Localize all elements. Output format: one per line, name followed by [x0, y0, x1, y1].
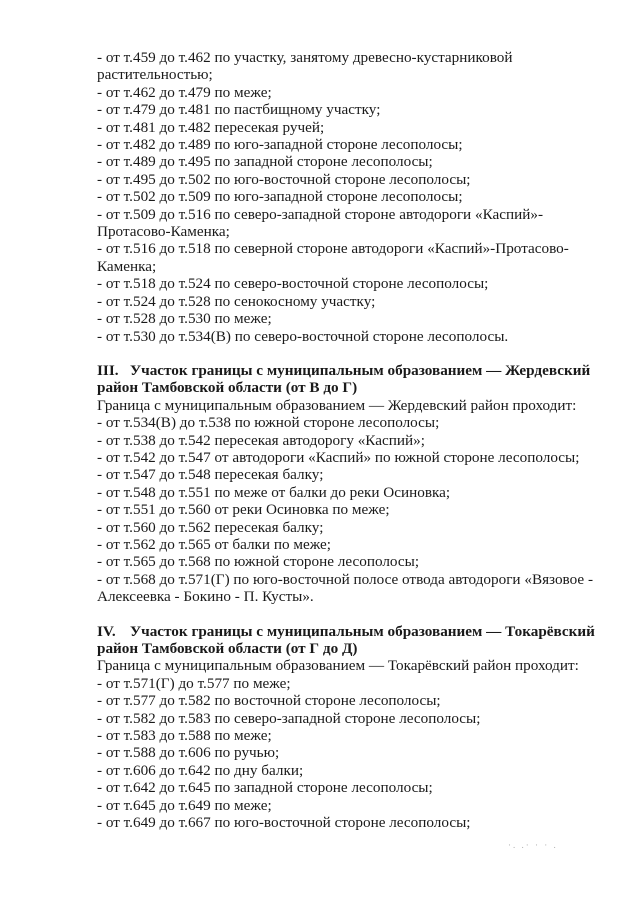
boundary-line: - от т.583 до т.588 по меже; — [97, 727, 272, 745]
boundary-line: - от т.542 до т.547 от автодороги «Каспий» по южной стороне лесополосы; — [97, 448, 580, 466]
boundary-line: - от т.518 до т.524 по северо-восточной стороне лесополосы; — [97, 275, 489, 293]
boundary-line: - от т.481 до т.482 пересекая ручей; — [97, 118, 325, 136]
boundary-line: - от т.548 до т.551 по меже от балки до реки Осиновка; — [97, 483, 451, 501]
boundary-line: - от т.479 до т.481 по пастбищному участку; — [97, 101, 381, 119]
boundary-line: - от т.560 до т.562 пересекая балку; — [97, 518, 324, 536]
document-body — [97, 49, 607, 831]
boundary-line: - от т.588 до т.606 по ручью; — [97, 744, 280, 762]
section-number: IV. — [97, 622, 116, 640]
section-2-tail — [97, 49, 607, 345]
boundary-line: - от т.571(Г) до т.577 по меже; — [97, 674, 291, 692]
section-3 — [97, 362, 607, 606]
boundary-line: - от т.562 до т.565 от балки по меже; — [97, 535, 331, 553]
boundary-line: - от т.642 до т.645 по западной стороне лесополосы; — [97, 779, 433, 797]
section-title: Участок границы с муниципальным образованием — Жердевский район Тамбовской области (от В до Г) — [97, 361, 591, 397]
boundary-line: - от т.649 до т.667 по юго-восточной стороне лесополосы; — [97, 814, 471, 832]
boundary-line: - от т.606 до т.642 по дну балки; — [97, 761, 304, 779]
boundary-line: - от т.516 до т.518 по северной стороне автодороги «Каспий»-Протасово-Каменка; — [97, 240, 569, 275]
section-heading — [97, 362, 607, 397]
boundary-line: - от т.495 до т.502 по юго-восточной стороне лесополосы; — [97, 170, 471, 188]
boundary-line: - от т.568 до т.571(Г) по юго-восточной полосе отвода автодороги «Вязовое - Алексеевка - Бокино - П. Кусты». — [97, 570, 594, 606]
boundary-line: - от т.538 до т.542 пересекая автодорогу «Каспий»; — [97, 431, 425, 449]
boundary-line: - от т.577 до т.582 по восточной стороне лесополосы; — [97, 692, 441, 710]
boundary-line: - от т.509 до т.516 по северо-западной стороне автодороги «Каспий»-Протасово-Каменка; — [97, 205, 544, 241]
section-intro: Граница с муниципальным образованием — Жердевский район проходит: — [97, 396, 577, 414]
boundary-line: - от т.482 до т.489 по юго-западной стороне лесополосы; — [97, 136, 463, 154]
boundary-line: - от т.528 до т.530 по меже; — [97, 310, 272, 328]
section-number: III. — [97, 361, 119, 379]
boundary-line: - от т.582 до т.583 по северо-западной стороне лесополосы; — [97, 709, 481, 727]
boundary-line: - от т.489 до т.495 по западной стороне лесополосы; — [97, 153, 433, 171]
boundary-line: - от т.551 до т.560 от реки Осиновка по меже; — [97, 501, 390, 519]
boundary-line: - от т.502 до т.509 по юго-западной стороне лесополосы; — [97, 188, 463, 206]
boundary-line: - от т.547 до т.548 пересекая балку; — [97, 466, 324, 484]
section-title: Участок границы с муниципальным образованием — Токарёвский район Тамбовской области (от Г до Д) — [97, 622, 595, 657]
section-intro: Граница с муниципальным образованием — Токарёвский район проходит: — [97, 657, 579, 675]
scan-speckle-decoration: ·. .· · · . — [508, 840, 558, 850]
boundary-line: - от т.530 до т.534(В) по северо-восточной стороне лесополосы. — [97, 327, 509, 345]
boundary-line: - от т.645 до т.649 по меже; — [97, 796, 272, 814]
section-heading — [97, 623, 607, 658]
section-4 — [97, 623, 607, 832]
boundary-line: - от т.565 до т.568 по южной стороне лесополосы; — [97, 553, 420, 571]
boundary-line: - от т.534(В) до т.538 по южной стороне лесополосы; — [97, 414, 440, 432]
boundary-line: - от т.524 до т.528 по сенокосному участку; — [97, 292, 376, 310]
boundary-line: - от т.459 до т.462 по участку, занятому древесно-кустарниковой растительностью; — [97, 49, 513, 84]
boundary-line: - от т.462 до т.479 по меже; — [97, 83, 272, 101]
